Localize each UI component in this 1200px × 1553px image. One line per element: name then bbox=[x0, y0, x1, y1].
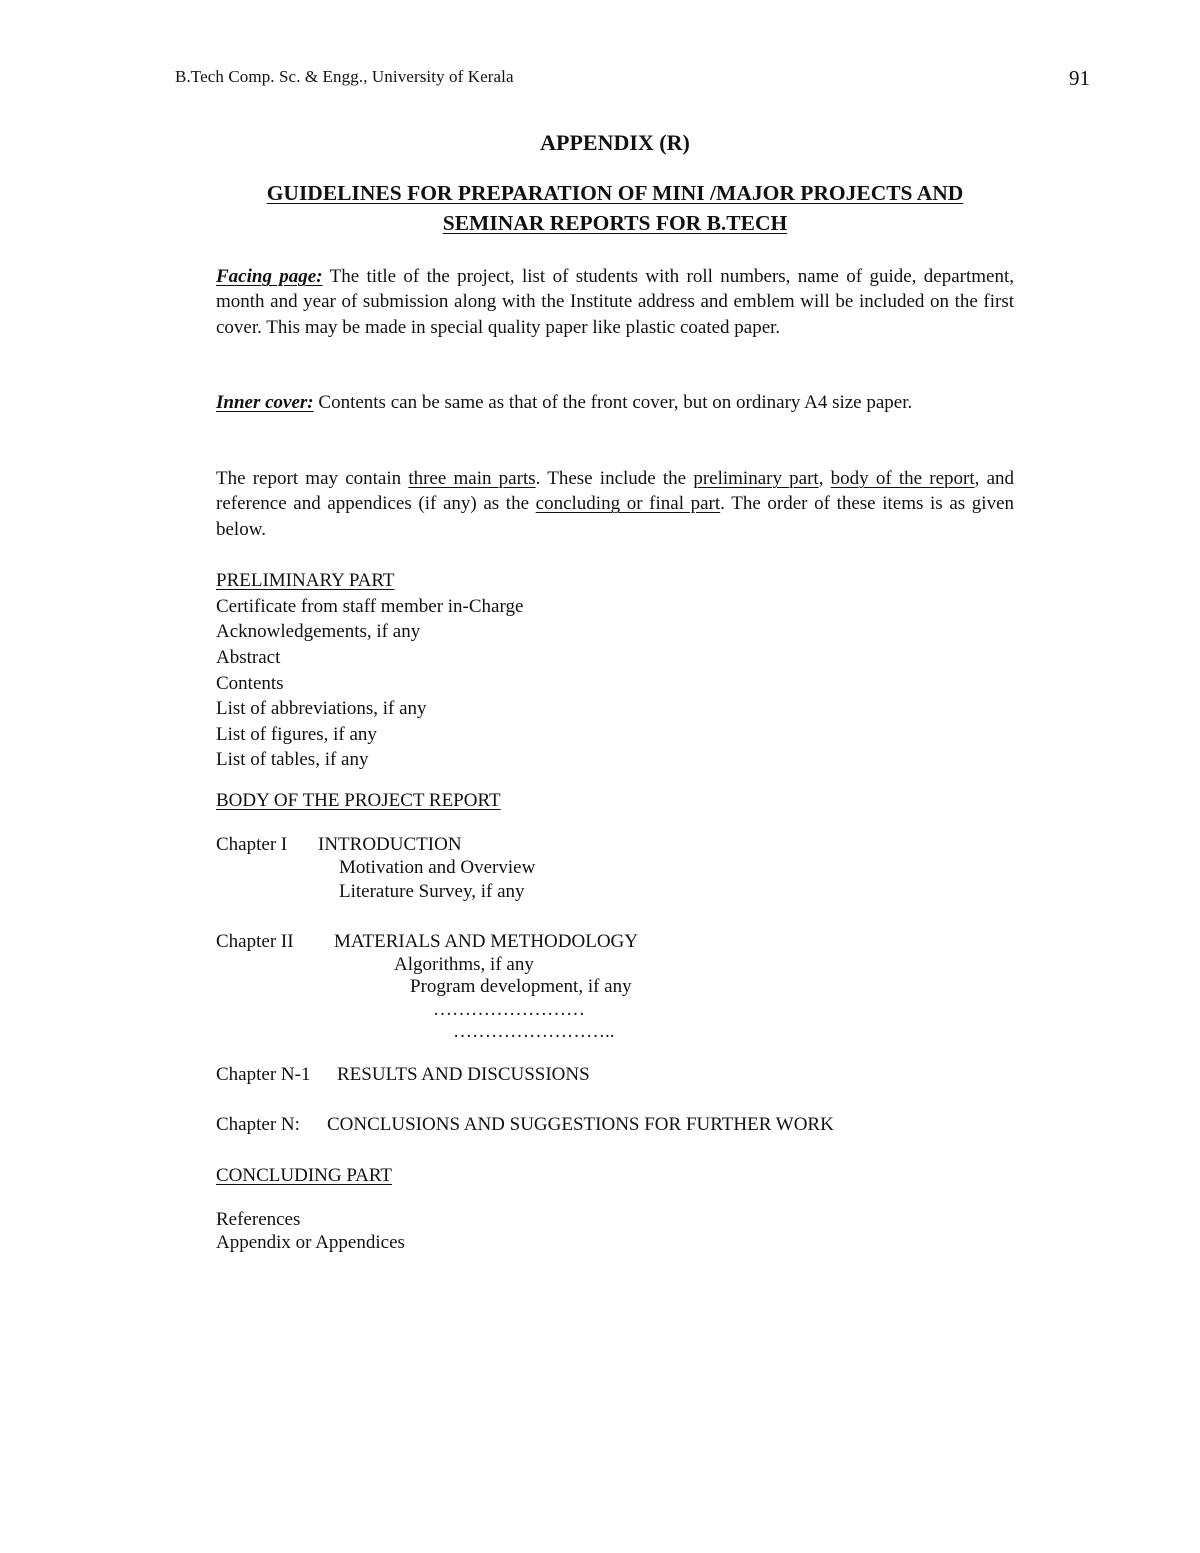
chapter-n-label: Chapter N: bbox=[216, 1114, 300, 1135]
report-parts-text-5: . The order of these items is as given below. bbox=[216, 493, 1015, 540]
chapter-2-title: MATERIALS AND METHODOLOGY bbox=[334, 931, 638, 952]
chapter-n1-label: Chapter N-1 bbox=[216, 1064, 311, 1085]
report-parts-paragraph bbox=[216, 466, 1014, 542]
inner-cover-text: Contents can be same as that of the front cover, but on ordinary A4 size paper. bbox=[313, 392, 913, 413]
ellipsis-line: …………………… bbox=[433, 999, 585, 1020]
concluding-part-term: concluding or final part bbox=[535, 493, 721, 515]
preliminary-heading: PRELIMINARY PART bbox=[216, 570, 395, 591]
body-heading: BODY OF THE PROJECT REPORT bbox=[216, 790, 501, 811]
chapter-n1-title: RESULTS AND DISCUSSIONS bbox=[337, 1064, 590, 1085]
list-item: Motivation and Overview bbox=[339, 857, 536, 878]
list-item: List of abbreviations, if any bbox=[216, 698, 427, 719]
list-item: List of figures, if any bbox=[216, 724, 377, 745]
list-item: Acknowledgements, if any bbox=[216, 621, 421, 642]
facing-page-text: The title of the project, list of students with roll numbers, name of guide, department, month and year of submission along with the Institute address and emblem will be included on the first cover. This may be made in special quality paper like plastic coated paper. bbox=[216, 266, 1014, 338]
list-item: Literature Survey, if any bbox=[339, 881, 525, 902]
appendix-title: APPENDIX (R) bbox=[540, 130, 690, 155]
three-main-parts: three main parts bbox=[408, 468, 536, 489]
concluding-heading: CONCLUDING PART bbox=[216, 1165, 393, 1186]
report-parts-text-2: . These include the bbox=[535, 468, 694, 489]
list-item: Certificate from staff member in-Charge bbox=[216, 596, 524, 617]
report-parts-text-3: , bbox=[818, 468, 831, 489]
facing-page-label: Facing page: bbox=[216, 266, 323, 287]
facing-page-paragraph bbox=[216, 264, 1014, 340]
list-item: Abstract bbox=[216, 647, 281, 668]
list-item: Appendix or Appendices bbox=[216, 1232, 405, 1253]
report-parts-text-4: , and reference and appendices (if any) as the bbox=[216, 468, 1015, 515]
inner-cover-paragraph bbox=[216, 390, 1014, 415]
chapter-1-label: Chapter I bbox=[216, 834, 288, 855]
chapter-2-label: Chapter II bbox=[216, 931, 294, 952]
list-item: Program development, if any bbox=[410, 976, 632, 997]
page-number: 91 bbox=[1069, 66, 1090, 90]
list-item: Contents bbox=[216, 673, 284, 694]
report-parts-text-1: The report may contain bbox=[216, 468, 409, 489]
guidelines-title: GUIDELINES FOR PREPARATION OF MINI /MAJOR PROJECTS AND SEMINAR REPORTS FOR B.TECH bbox=[266, 181, 964, 235]
preliminary-part-term: preliminary part bbox=[693, 468, 819, 489]
list-item: List of tables, if any bbox=[216, 749, 369, 770]
chapter-n-title: CONCLUSIONS AND SUGGESTIONS FOR FURTHER WORK bbox=[327, 1114, 834, 1135]
body-of-report-term: body of the report bbox=[830, 468, 975, 489]
running-header: B.Tech Comp. Sc. & Engg., University of Kerala bbox=[175, 67, 514, 86]
list-item: References bbox=[216, 1209, 301, 1230]
chapter-1-title: INTRODUCTION bbox=[318, 834, 462, 855]
inner-cover-label: Inner cover: bbox=[216, 392, 314, 413]
list-item: Algorithms, if any bbox=[394, 954, 534, 975]
ellipsis-line: …………………….. bbox=[453, 1021, 615, 1042]
